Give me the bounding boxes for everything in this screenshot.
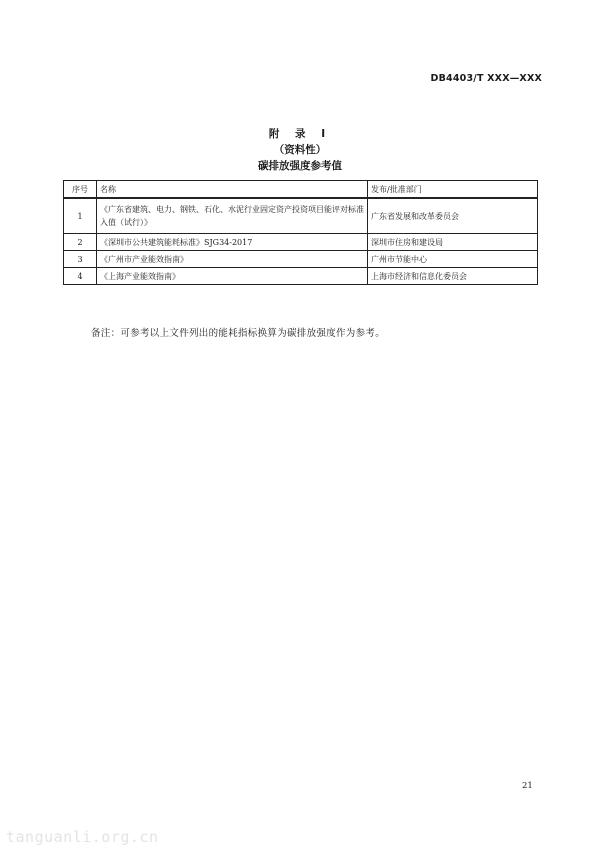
site-watermark: tanguanli.org.cn xyxy=(6,828,159,846)
reference-table xyxy=(63,180,538,285)
column-header-no: 序号 xyxy=(64,181,97,199)
appendix-subtitle: （资料性） xyxy=(273,144,327,156)
cell-no: 3 xyxy=(64,251,97,268)
table-note: 备注：可参考以上文件列出的能耗指标换算为碳排放强度作为参考。 xyxy=(91,328,386,339)
cell-no: 4 xyxy=(64,268,97,285)
cell-issuer: 深圳市住房和建设局 xyxy=(368,234,538,251)
cell-name: 《广州市产业能效指南》 xyxy=(97,251,368,268)
table-row xyxy=(64,198,538,234)
page-number: 21 xyxy=(522,781,533,791)
cell-no: 2 xyxy=(64,234,97,251)
table-row xyxy=(64,234,538,251)
column-header-issuer: 发布/批准部门 xyxy=(368,181,538,199)
document-id: DB4403/T XXX—XXX xyxy=(430,73,542,84)
cell-name: 《上海产业能效指南》 xyxy=(97,268,368,285)
table-header-row xyxy=(64,181,538,199)
appendix-caption: 碳排放强度参考值 xyxy=(258,160,342,172)
table-row xyxy=(64,251,538,268)
cell-issuer: 广东省发展和改革委员会 xyxy=(368,198,538,234)
column-header-name: 名称 xyxy=(97,181,368,199)
appendix-title: 附 录 I xyxy=(268,128,332,140)
cell-no: 1 xyxy=(64,198,97,234)
cell-name: 《广东省建筑、电力、钢铁、石化、水泥行业固定资产投资项目能评对标准入值（试行）》 xyxy=(97,198,368,234)
table-row xyxy=(64,268,538,285)
cell-issuer: 广州市节能中心 xyxy=(368,251,538,268)
cell-name: 《深圳市公共建筑能耗标准》SJG34-2017 xyxy=(97,234,368,251)
cell-issuer: 上海市经济和信息化委员会 xyxy=(368,268,538,285)
